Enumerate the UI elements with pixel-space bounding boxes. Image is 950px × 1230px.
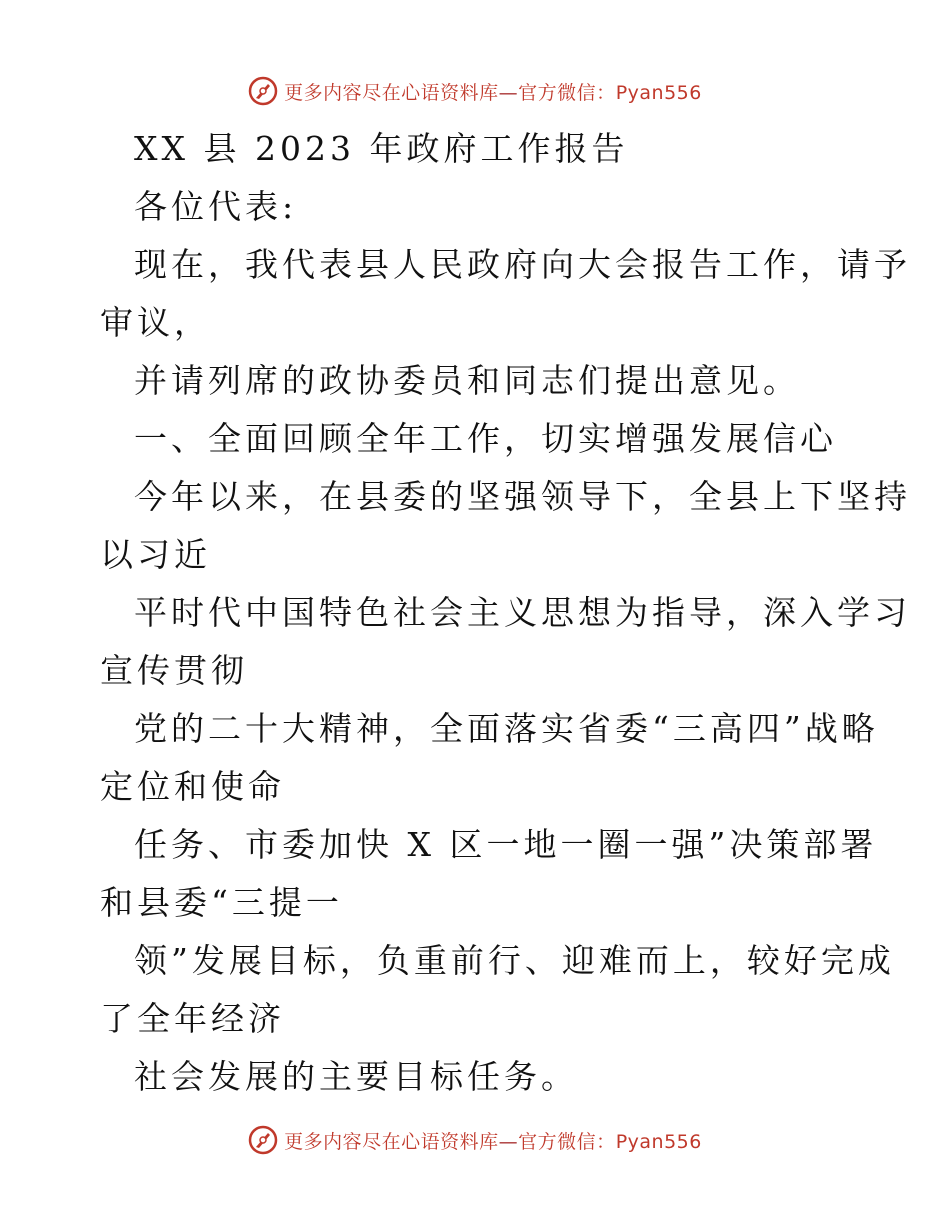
watermark-suffix: 官方微信： [518, 1130, 616, 1153]
watermark-main: 更多内容尽在心语资料库 [284, 81, 499, 104]
text-line: 了全年经济 [100, 999, 285, 1038]
text-line: 党的二十大精神，全面落实省委“三高四”战略 [134, 709, 879, 748]
text-line: 社会发展的主要目标任务。 [134, 1057, 578, 1096]
text-line: 并请列席的政协委员和同志们提出意见。 [134, 361, 800, 400]
text-line: 任务、市委加快 X 区一地一圈一强”决策部署 [134, 825, 878, 864]
text-line: 定位和使命 [100, 767, 285, 806]
text-line: XX 县 2023 年政府工作报告 [134, 129, 629, 168]
watermark-text [284, 78, 702, 105]
watermark-separator: — [498, 81, 519, 104]
quill-logo-icon [248, 76, 278, 106]
watermark-id: Pyan556 [615, 81, 702, 104]
text-line: 宣传贯彻 [100, 651, 248, 690]
text-line: 领”发展目标，负重前行、迎难而上，较好完成 [134, 941, 895, 980]
watermark-id: Pyan556 [615, 1130, 702, 1153]
text-line: 一、全面回顾全年工作，切实增强发展信心 [134, 419, 837, 458]
footer-watermark [0, 1120, 950, 1160]
text-line: 平时代中国特色社会主义思想为指导，深入学习 [134, 593, 911, 632]
quill-logo-icon [248, 1125, 278, 1155]
text-line: 和县委“三提一 [100, 883, 343, 922]
text-line: 现在，我代表县人民政府向大会报告工作，请予 [134, 245, 911, 284]
text-line: 审议， [100, 303, 211, 342]
watermark-text [284, 1127, 702, 1154]
watermark-separator: — [498, 1130, 519, 1153]
watermark-main: 更多内容尽在心语资料库 [284, 1130, 499, 1153]
header-watermark [0, 71, 950, 111]
document-body [100, 120, 911, 1106]
text-line: 各位代表: [134, 187, 298, 226]
text-line: 今年以来，在县委的坚强领导下，全县上下坚持 [134, 477, 911, 516]
text-line: 以习近 [100, 535, 211, 574]
watermark-suffix: 官方微信： [518, 81, 616, 104]
